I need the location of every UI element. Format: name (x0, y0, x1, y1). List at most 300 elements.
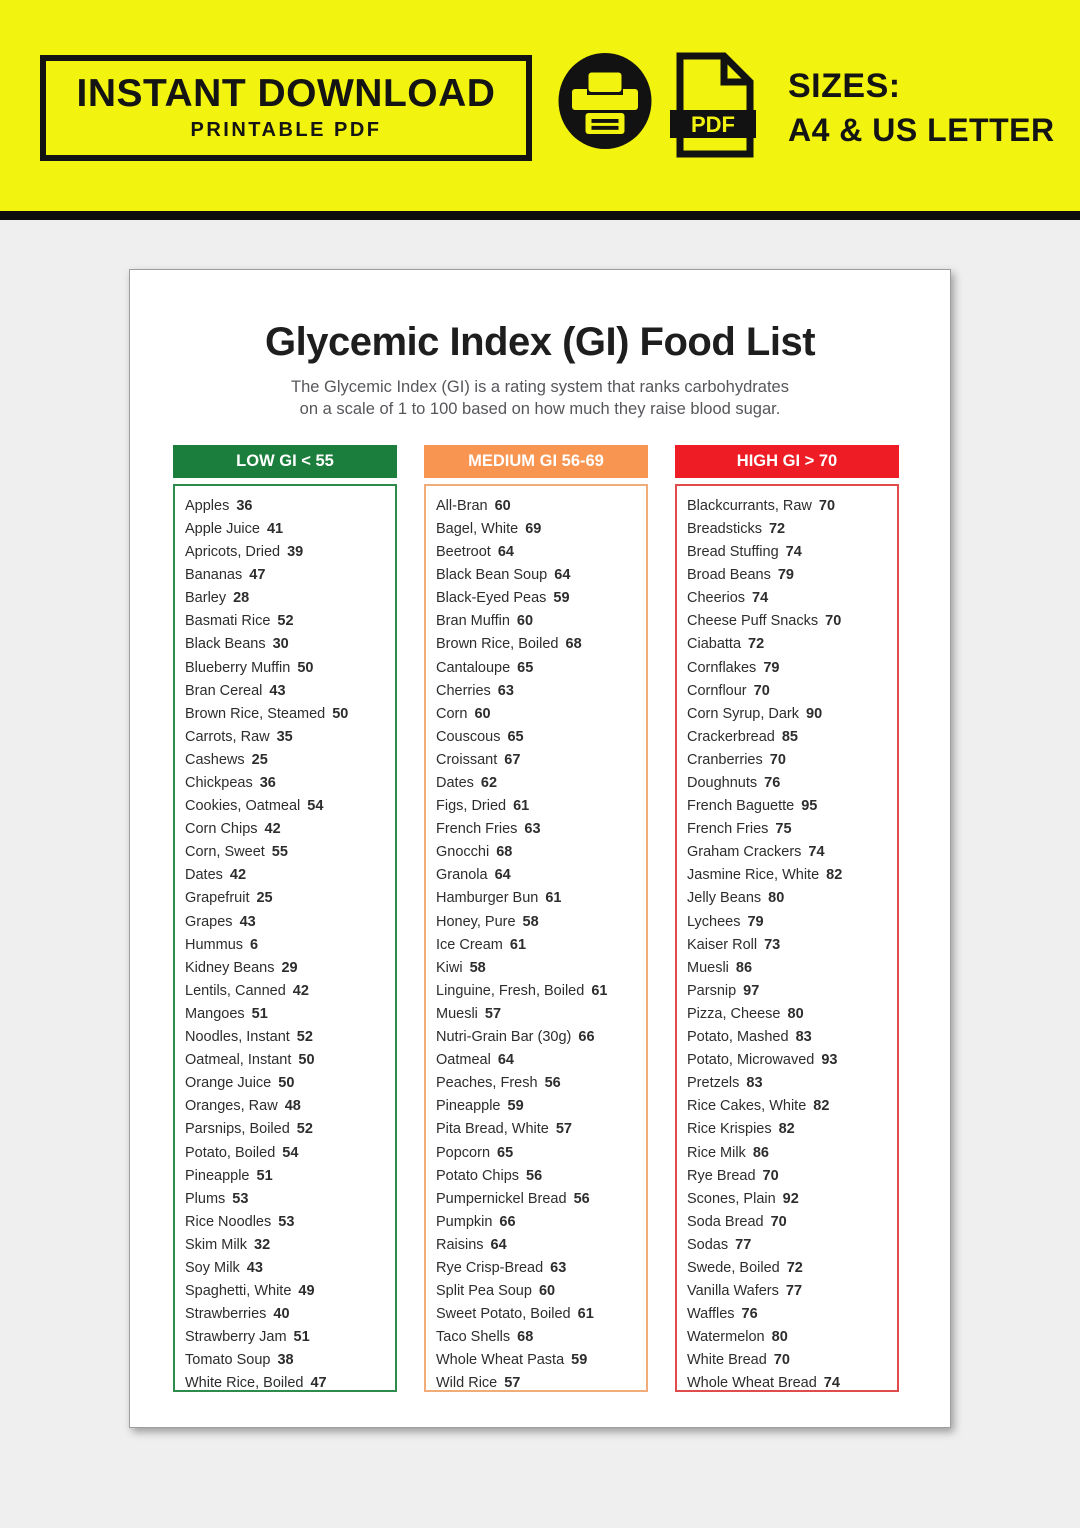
food-name: Carrots, Raw (185, 728, 270, 745)
food-name: Beetroot (436, 544, 491, 561)
food-name: Swede, Boiled (687, 1259, 780, 1276)
food-name: Honey, Pure (436, 913, 516, 930)
food-item (436, 657, 642, 680)
food-name: Oranges, Raw (185, 1098, 278, 1115)
food-item (436, 818, 642, 841)
food-item (436, 1372, 642, 1391)
food-name: Cheerios (687, 590, 746, 607)
food-gi-value: 70 (770, 1213, 787, 1230)
food-item (185, 1234, 391, 1257)
food-name: Jasmine Rice, White (687, 867, 820, 884)
food-name: Apricots, Dried (185, 544, 281, 561)
food-gi-value: 64 (494, 867, 511, 884)
food-gi-value: 83 (795, 1029, 812, 1046)
food-item (436, 564, 642, 587)
food-name: Raisins (436, 1236, 484, 1253)
food-name: Black-Eyed Peas (436, 590, 547, 607)
food-name: Corn Chips (185, 821, 258, 838)
food-item (185, 703, 391, 726)
food-gi-value: 60 (474, 705, 491, 722)
food-name: Croissant (436, 751, 498, 768)
food-gi-value: 90 (806, 705, 823, 722)
food-gi-value: 93 (821, 1052, 838, 1069)
food-gi-value: 79 (777, 567, 794, 584)
column-header-high-gi: HIGH GI > 70 (675, 445, 899, 478)
food-item (436, 633, 642, 656)
food-gi-value: 73 (764, 936, 781, 953)
food-item (185, 564, 391, 587)
food-name: Basmati Rice (185, 613, 271, 630)
food-name: White Bread (687, 1352, 767, 1369)
food-item (436, 841, 642, 864)
food-gi-value: 70 (818, 497, 836, 514)
printable-pdf-label: PRINTABLE PDF (190, 119, 382, 142)
printer-icon (557, 52, 653, 150)
food-gi-value: 51 (293, 1329, 310, 1346)
food-name: Pumpkin (436, 1213, 493, 1230)
food-item (185, 818, 391, 841)
food-name: Linguine, Fresh, Boiled (436, 982, 585, 999)
food-item (185, 795, 391, 818)
food-gi-value: 63 (497, 682, 514, 699)
food-item (436, 980, 642, 1003)
food-item (436, 1188, 642, 1211)
food-name: Couscous (436, 728, 501, 745)
food-name: Cookies, Oatmeal (185, 798, 301, 815)
food-name: Parsnip (687, 982, 737, 999)
food-gi-value: 58 (469, 959, 486, 976)
food-item (185, 934, 391, 957)
food-gi-value: 54 (307, 798, 324, 815)
food-gi-value: 35 (276, 728, 293, 745)
food-name: Muesli (687, 959, 729, 976)
food-name: Watermelon (687, 1329, 765, 1346)
food-name: Cornflakes (687, 659, 757, 676)
food-name: Bran Muffin (436, 613, 510, 630)
food-name: Rye Crisp-Bread (436, 1259, 544, 1276)
food-name: Breadsticks (687, 520, 762, 537)
food-item (687, 772, 893, 795)
food-name: Apples (185, 497, 230, 514)
food-item (185, 1303, 391, 1326)
food-name: Mangoes (185, 1005, 245, 1022)
sizes-info (788, 67, 1055, 149)
food-name: Pumpernickel Bread (436, 1190, 567, 1207)
food-gi-value: 68 (517, 1329, 534, 1346)
food-gi-value: 25 (251, 751, 268, 768)
food-name: White Rice, Boiled (185, 1375, 304, 1392)
food-name: Potato Chips (436, 1167, 520, 1184)
column-list-low-gi (173, 484, 397, 1392)
column-medium-gi (424, 445, 648, 1392)
column-list-medium-gi (424, 484, 648, 1392)
food-item (436, 887, 642, 910)
food-item (185, 680, 391, 703)
food-item (436, 749, 642, 772)
food-gi-value: 43 (239, 913, 256, 930)
food-name: French Fries (436, 821, 518, 838)
food-name: Rice Noodles (185, 1213, 272, 1230)
page-subtitle-line1: The Glycemic Index (GI) is a rating system that ranks carbohydrates (291, 378, 789, 396)
food-gi-value: 6 (250, 936, 259, 953)
food-item (185, 911, 391, 934)
page-backdrop (0, 220, 1080, 1428)
food-name: Ciabatta (687, 636, 742, 653)
food-item (436, 1095, 642, 1118)
food-name: Noodles, Instant (185, 1029, 290, 1046)
food-name: Ice Cream (436, 936, 503, 953)
food-gi-value: 56 (526, 1167, 543, 1184)
food-gi-value: 59 (507, 1098, 524, 1115)
food-name: Corn Syrup, Dark (687, 705, 800, 722)
food-item (185, 1118, 391, 1141)
food-item (436, 1234, 642, 1257)
food-name: Cranberries (687, 751, 763, 768)
food-gi-value: 59 (571, 1352, 588, 1369)
food-gi-value: 25 (256, 890, 273, 907)
food-name: Blueberry Muffin (185, 659, 291, 676)
food-item (185, 1372, 391, 1391)
food-name: Plums (185, 1190, 226, 1207)
food-item (687, 495, 893, 518)
food-item (185, 1165, 391, 1188)
food-gi-value: 80 (771, 1329, 788, 1346)
food-gi-value: 43 (246, 1259, 263, 1276)
food-gi-value: 56 (544, 1075, 561, 1092)
food-item (436, 772, 642, 795)
food-item (436, 495, 642, 518)
food-item (687, 841, 893, 864)
food-item (687, 1326, 893, 1349)
food-item (687, 795, 893, 818)
food-name: Rice Cakes, White (687, 1098, 807, 1115)
column-header-medium-gi: MEDIUM GI 56-69 (424, 445, 648, 478)
food-gi-value: 75 (775, 821, 792, 838)
food-item (436, 1303, 642, 1326)
food-item (687, 703, 893, 726)
food-item (687, 518, 893, 541)
food-item (687, 1303, 893, 1326)
food-item (436, 795, 642, 818)
food-gi-value: 57 (504, 1375, 521, 1392)
food-item (436, 1257, 642, 1280)
food-name: Broad Beans (687, 567, 771, 584)
food-name: Lychees (687, 913, 741, 930)
food-gi-value: 82 (826, 867, 843, 884)
food-name: Lentils, Canned (185, 982, 286, 999)
food-gi-value: 67 (504, 751, 521, 768)
food-name: Bran Cereal (185, 682, 263, 699)
food-gi-value: 32 (254, 1236, 271, 1253)
food-item (687, 1372, 893, 1391)
food-item (687, 1349, 893, 1372)
food-name: Potato, Boiled (185, 1144, 276, 1161)
food-item (185, 1003, 391, 1026)
food-gi-value: 64 (497, 544, 514, 561)
food-item (185, 1095, 391, 1118)
instant-download-badge (40, 55, 532, 161)
food-item (185, 980, 391, 1003)
food-gi-value: 80 (768, 890, 785, 907)
food-gi-value: 72 (768, 520, 786, 537)
food-name: Cashews (185, 751, 245, 768)
food-item (687, 980, 893, 1003)
food-item (687, 1211, 893, 1234)
food-item (185, 541, 391, 564)
food-gi-value: 65 (497, 1144, 514, 1161)
food-item (436, 1026, 642, 1049)
food-item (185, 1280, 391, 1303)
food-name: Pineapple (185, 1167, 250, 1184)
food-gi-value: 72 (748, 636, 765, 653)
food-item (185, 887, 391, 910)
food-name: Soy Milk (185, 1259, 240, 1276)
food-name: Jelly Beans (687, 890, 762, 907)
food-item (436, 934, 642, 957)
food-gi-value: 51 (251, 1005, 268, 1022)
pdf-file-icon (668, 52, 758, 158)
food-gi-value: 61 (577, 1306, 594, 1323)
food-item (436, 1118, 642, 1141)
food-gi-value: 74 (823, 1375, 840, 1392)
food-item (687, 1049, 893, 1072)
food-item (436, 610, 642, 633)
food-gi-value: 77 (735, 1236, 752, 1253)
food-name: Potato, Mashed (687, 1029, 789, 1046)
food-gi-value: 69 (525, 520, 542, 537)
food-gi-value: 58 (522, 913, 539, 930)
food-item (185, 726, 391, 749)
food-item (687, 610, 893, 633)
food-gi-value: 60 (494, 497, 511, 514)
food-gi-value: 76 (741, 1306, 758, 1323)
food-gi-value: 70 (753, 682, 770, 699)
food-gi-value: 49 (298, 1283, 315, 1300)
food-name: Barley (185, 590, 227, 607)
food-item (687, 1142, 893, 1165)
food-name: Scones, Plain (687, 1190, 776, 1207)
food-item (687, 818, 893, 841)
food-item (185, 610, 391, 633)
food-gi-value: 50 (297, 659, 314, 676)
food-item (185, 749, 391, 772)
page-subtitle (130, 377, 950, 421)
food-name: Apple Juice (185, 520, 260, 537)
food-name: Bananas (185, 567, 243, 584)
food-name: Spaghetti, White (185, 1283, 292, 1300)
food-gi-value: 28 (233, 590, 250, 607)
food-name: Pretzels (687, 1075, 740, 1092)
food-name: Strawberry Jam (185, 1329, 287, 1346)
food-gi-value: 50 (278, 1075, 295, 1092)
food-item (687, 657, 893, 680)
sizes-value: A4 & US LETTER (788, 112, 1055, 148)
food-name: French Fries (687, 821, 769, 838)
food-item (185, 1326, 391, 1349)
food-gi-value: 64 (554, 567, 571, 584)
food-name: Waffles (687, 1306, 735, 1323)
food-item (687, 680, 893, 703)
food-item (436, 541, 642, 564)
food-name: Corn (436, 705, 468, 722)
food-gi-value: 79 (763, 659, 780, 676)
food-name: Sodas (687, 1236, 729, 1253)
food-gi-value: 61 (545, 890, 562, 907)
food-item (185, 957, 391, 980)
food-item (687, 1118, 893, 1141)
food-gi-value: 74 (785, 544, 802, 561)
food-gi-value: 82 (813, 1098, 830, 1115)
food-name: Blackcurrants, Raw (687, 497, 812, 514)
food-gi-value: 42 (229, 867, 247, 884)
food-name: Parsnips, Boiled (185, 1121, 290, 1138)
food-gi-value: 66 (499, 1213, 516, 1230)
food-gi-value: 63 (550, 1259, 567, 1276)
food-name: Gnocchi (436, 844, 490, 861)
food-gi-value: 66 (578, 1029, 595, 1046)
food-item (687, 541, 893, 564)
food-gi-value: 95 (801, 798, 818, 815)
food-name: Chickpeas (185, 775, 253, 791)
food-item (185, 1211, 391, 1234)
food-gi-value: 85 (781, 728, 798, 745)
food-gi-value: 83 (746, 1075, 763, 1092)
column-high-gi (675, 445, 899, 1392)
food-name: Dates (185, 867, 223, 884)
food-gi-value: 64 (490, 1236, 507, 1253)
food-gi-value: 80 (787, 1005, 804, 1022)
food-gi-value: 72 (786, 1259, 803, 1276)
column-header-low-gi: LOW GI < 55 (173, 445, 397, 478)
food-name: Nutri-Grain Bar (30g) (436, 1029, 572, 1046)
food-item (185, 495, 391, 518)
food-gi-value: 53 (278, 1213, 295, 1230)
food-item (687, 911, 893, 934)
food-gi-value: 41 (266, 520, 284, 537)
food-gi-value: 65 (507, 728, 524, 745)
food-name: Black Bean Soup (436, 567, 548, 584)
food-item (687, 633, 893, 656)
food-gi-value: 43 (269, 682, 286, 699)
food-name: Orange Juice (185, 1075, 272, 1092)
food-name: Figs, Dried (436, 798, 507, 815)
food-gi-value: 48 (284, 1098, 301, 1115)
food-name: Cheese Puff Snacks (687, 613, 819, 630)
food-gi-value: 47 (249, 567, 266, 584)
food-item (185, 657, 391, 680)
food-item (687, 1257, 893, 1280)
food-item (436, 726, 642, 749)
food-item (436, 957, 642, 980)
food-gi-value: 86 (752, 1144, 769, 1161)
food-item (436, 518, 642, 541)
food-gi-value: 74 (752, 590, 769, 607)
food-item (185, 864, 391, 887)
page-subtitle-line2: on a scale of 1 to 100 based on how much they raise blood sugar. (299, 399, 781, 418)
food-name: Hummus (185, 936, 244, 953)
svg-text:PDF: PDF (691, 112, 735, 137)
food-name: Granola (436, 867, 488, 884)
food-item (687, 1165, 893, 1188)
food-item (687, 564, 893, 587)
food-gi-value: 86 (735, 959, 753, 976)
food-item (436, 1211, 642, 1234)
food-name: Pita Bread, White (436, 1121, 549, 1138)
food-name: Rye Bread (687, 1167, 756, 1184)
promo-banner (0, 0, 1080, 211)
food-gi-value: 68 (496, 844, 513, 861)
food-item (436, 1003, 642, 1026)
food-gi-value: 57 (555, 1121, 572, 1138)
food-gi-value: 29 (281, 959, 298, 976)
food-name: Peaches, Fresh (436, 1075, 538, 1092)
food-gi-value: 70 (762, 1167, 779, 1184)
food-name: Tomato Soup (185, 1352, 271, 1369)
food-name: Bagel, White (436, 520, 519, 537)
food-name: Kaiser Roll (687, 936, 758, 953)
food-gi-value: 55 (271, 844, 288, 861)
food-gi-value: 61 (513, 798, 530, 815)
pdf-page (129, 269, 951, 1428)
food-name: Potato, Microwaved (687, 1052, 815, 1069)
food-item (436, 703, 642, 726)
food-gi-value: 79 (747, 913, 764, 930)
food-name: All-Bran (436, 497, 488, 514)
food-gi-value: 82 (778, 1121, 795, 1138)
food-item (436, 911, 642, 934)
food-gi-value: 42 (292, 982, 309, 999)
food-name: Crackerbread (687, 728, 775, 745)
food-name: Cantaloupe (436, 659, 511, 676)
food-gi-value: 53 (232, 1190, 249, 1207)
page-title: Glycemic Index (GI) Food List (264, 320, 816, 364)
food-name: Skim Milk (185, 1236, 248, 1253)
food-gi-value: 70 (773, 1352, 790, 1369)
food-name: Graham Crackers (687, 844, 802, 861)
food-gi-value: 52 (277, 613, 294, 630)
food-name: Brown Rice, Boiled (436, 636, 559, 653)
food-item (436, 1349, 642, 1372)
food-item (687, 587, 893, 610)
food-item (436, 1326, 642, 1349)
food-item (687, 864, 893, 887)
food-gi-value: 60 (538, 1283, 556, 1300)
food-item (687, 957, 893, 980)
food-item (185, 518, 391, 541)
food-name: Whole Wheat Bread (687, 1375, 817, 1392)
food-name: Cherries (436, 682, 491, 699)
food-item (687, 1188, 893, 1211)
food-gi-value: 36 (259, 775, 276, 791)
food-item (436, 680, 642, 703)
food-name: Cornflour (687, 682, 747, 699)
food-gi-value: 77 (785, 1283, 803, 1300)
food-name: Pineapple (436, 1098, 501, 1115)
food-name: Grapefruit (185, 890, 250, 907)
food-item (687, 1095, 893, 1118)
food-gi-value: 65 (517, 659, 534, 676)
food-gi-value: 42 (264, 821, 281, 838)
column-list-high-gi (675, 484, 899, 1392)
food-name: Black Beans (185, 636, 266, 653)
food-item (185, 1257, 391, 1280)
column-low-gi (173, 445, 397, 1392)
food-gi-value: 39 (287, 544, 304, 561)
food-name: Oatmeal (436, 1052, 491, 1069)
food-item (436, 1142, 642, 1165)
food-gi-value: 64 (497, 1052, 514, 1069)
food-item (687, 749, 893, 772)
